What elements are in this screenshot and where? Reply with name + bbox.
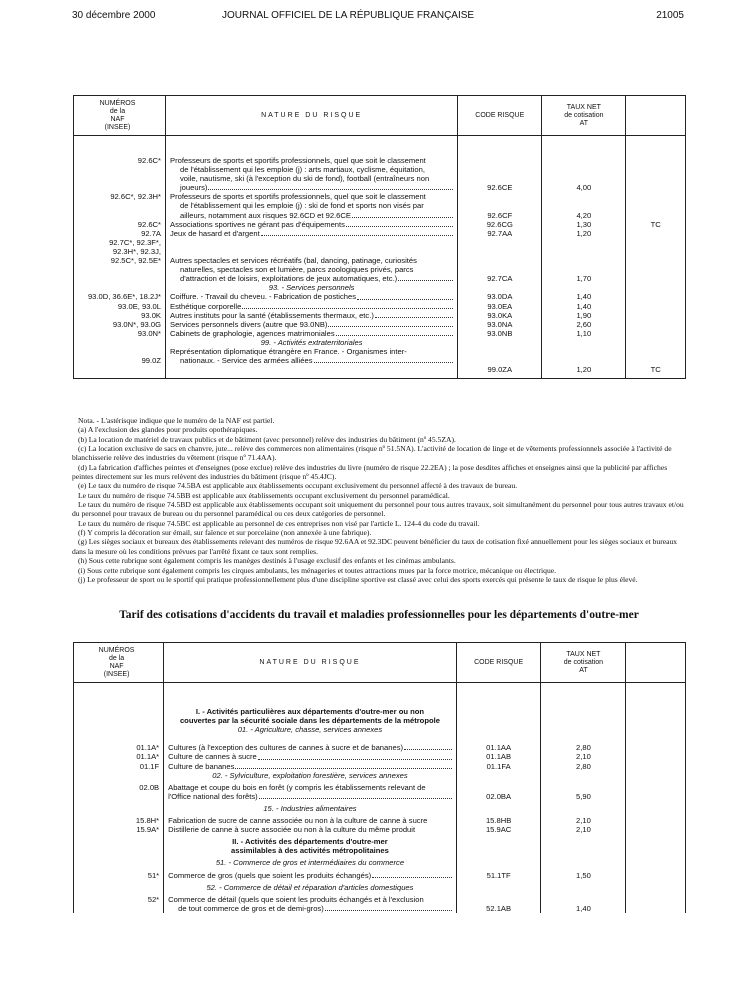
nature-header: NATURE DU RISQUE (166, 96, 458, 136)
footnote: (h) Sous cette rubrique sont également compris les manèges destinés à l'usage exclusif des enfants et les cinémas ambulants. (78, 556, 456, 566)
footnote: (c) La location exclusive de sacs en chanvre, jute... relève des commerces non alimentaires (risque nº 51.5NA). L'activité de location de linge et de vêtements professionnels associée à l'activité de blanchisserie relève des industries du vêtement (risque nº 71.4AA). (72, 444, 672, 463)
code-column: 92.6CE 92.6CF 92.6CG 92.7AA 92.7CA 93.0DA 93.0EA 93.0KA 93.0NA 93.0NB 99.0ZA (458, 136, 542, 375)
table-header (74, 96, 686, 136)
flag-column (626, 136, 686, 375)
risk-table-2 (73, 642, 686, 913)
nature-header: NATURE DU RISQUE (164, 643, 457, 683)
section-93: 93. - Services personnels (268, 283, 355, 293)
naf-column: 92.6C* 92.6C*, 92.3H* 92.6C* 92.7A 92.7C*, 92.3F*, 92.3H*, 92.3J, 92.5C*, 92.5E* 93.0D, 36.6E*, 18.2J* 93.0E, 93.0L 93.0K 93.0N*, 93.0G 93.0N* 99.0Z (74, 136, 166, 375)
table-body (74, 683, 686, 913)
page-header (72, 10, 684, 24)
footnote: (j) Le professeur de sport ou le sportif qui pratique professionnellement plus d'une discipline sportive est classé avec celui des sports exercés qui présente le taux de risque le plus élevé. (78, 574, 638, 584)
section-99: 99. - Activités extraterritoriales (260, 337, 363, 347)
footnote: (i) Sous cette rubrique sont également compris les cirques ambulants, les ménageries et toutes attractions mues par la force motrice, mécanique ou électrique. (78, 565, 557, 575)
section-i: I. - Activités particulières aux départements d'outre-mer ou non (195, 707, 425, 716)
table-header (74, 643, 686, 683)
journal-title: JOURNAL OFFICIEL DE LA RÉPUBLIQUE FRANÇAISE (222, 10, 475, 21)
code-header: CODE RISQUE (456, 643, 541, 683)
naf-column: 01.1A* 01.1A* 01.1F 02.0B 15.8H* 15.9A* 51* 52* (74, 683, 164, 913)
section-15: 15. - Industries alimentaires (263, 803, 357, 813)
taux-header: TAUX NET de cotisation AT (542, 96, 626, 136)
naf-header: NUMÉROS de la NAF (INSEE) (74, 643, 164, 683)
footnote: (e) Le taux du numéro de risque 74.5BA est applicable aux établissements occupant exclusivement du personnel affecté à des travaux de bureau. (78, 481, 518, 491)
footnote: Nota. - L'astérisque indique que le numéro de la NAF est partiel. (78, 416, 275, 425)
footnote: (f) Y compris la décoration sur émail, sur faïence et sur porcelaine (non annexée à une fabrique). (78, 528, 372, 538)
table-body (74, 136, 686, 375)
tc-flag: TC (650, 219, 661, 229)
taux-column: 2,80 2,10 2,80 5,90 2,10 2,10 1,50 1,40 (541, 683, 626, 913)
taux-header: TAUX NET de cotisation AT (541, 643, 626, 683)
section-01: 01. - Agriculture, chasse, services annexes (237, 725, 383, 735)
code-header: CODE RISQUE (458, 96, 542, 136)
tc-flag: TC (650, 365, 661, 375)
page-number: 21005 (656, 10, 684, 21)
footnote: Le taux du numéro de risque 74.5BC est applicable au personnel de ces entreprises non visé par l'article L. 124-4 du code du travail. (78, 518, 480, 528)
nature-column: I. - Activités particulières aux départements d'outre-mer ou non couvertes par la sécurité sociale dans les départements de la métropole 01. - Agriculture, chasse, services annexes Cultures (à l'exception des cultures de cannes à sucre et de bananes) Culture de cannes à sucre Culture de bananes 02. - Sylviculture, exploitation forestière, services annexes Abattage et coupe du bois en forêt (y compris les établissements relevant de l'Office national des forêts) 15. - Industries alimentaires Fabrication de sucre de canne associée ou non à la culture de canne à sucre Distillerie de canne à sucre associée ou non à la culture du même produit II. - Activités des départements d'outre-mer assimilables à des activités métropolitaines 51. - Commerce de gros et intermédiaires du commerce Commerce de gros (quels que soient les produits échangés) 52. - Commerce de détail et réparation d'articles domestiques Commerce de détail (quels que soient les produits échangés et à l'exclusion de tout commerce de gros et de demi-gros) (164, 683, 457, 913)
footnotes (72, 416, 686, 584)
flag-header (626, 643, 686, 683)
footnote: (d) La fabrication d'affiches peintes et d'enseignes (pose exclue) relève des industries du livre (numéro de risque 22.2EA) ; la pose desdites affiches et enseignes ainsi que la publicité par affiches peintes directement sur les murs relèvent des industries du bâtiment (risque nº 45.4JC). (72, 462, 668, 482)
flag-column (626, 683, 686, 913)
naf-header: NUMÉROS de la NAF (INSEE) (74, 96, 166, 136)
section-02: 02. - Sylviculture, exploitation forestière, services annexes (212, 770, 408, 780)
footnote: (b) La location de matériel de travaux publics et de bâtiment (avec personnel) relève des industries du bâtiment (nº 45.5ZA). (78, 434, 456, 444)
page-date: 30 décembre 2000 (72, 10, 156, 21)
taux-column: 4,00 4,20 1,30 1,20 1,70 1,40 1,40 1,90 2,60 1,10 1,20 (542, 136, 626, 375)
footnote: (g) Les sièges sociaux et bureaux des établissements relevant des numéros de risque 92.6AA et 92.3DC peuvent bénéficier du taux de cotisation fixé annuellement pour les sièges sociaux et bureaux dans la mesure où les conditions prévues par l'arrêté fixant ce taux sont remplies. (72, 537, 678, 556)
footnote: Le taux du numéro de risque 74.5BB est applicable aux établissements occupant exclusivement du personnel paramédical. (78, 490, 450, 500)
flag-header (626, 96, 686, 136)
section-title: Tarif des cotisations d'accidents du travail et maladies professionnelles pour les départements d'outre-mer (119, 609, 639, 621)
risk-table-1 (73, 95, 686, 379)
section-51: 51. - Commerce de gros et intermédiaires du commerce (215, 858, 405, 868)
footnote: Le taux du numéro de risque 74.5BD est applicable aux établissements occupant soit uniquement du personnel pour tous autres travaux, soit simultanément du personnel pour tous autres travaux et/ou du personnel pour travaux de bureau ou du personnel paramédical ou ces deux catégories de personnel. (72, 500, 684, 519)
nature-column: Professeurs de sports et sportifs professionnels, quel que soit le classement de l'établissement qui les emploie (j) : arts martiaux, cyclisme, équitation, voile, nautisme, ski (à l'exception du ski de fond), football (entraîneurs non joueurs) Professeurs de sports et sportifs professionnels, quel que soit le classement de l'établissement qui les emploie (j) : ski de fond et sports non visés par ailleurs, notamment aux risques 92.6CD et 92.6CE Associations sportives ne gérant pas d'équipements Jeux de hasard et d'argent Autres spectacles et services récréatifs (bal, dancing, patinage, curiosités naturelles, spectacles son et lumière, parcs zoologiques privés, parcs d'attraction et de loisirs, exploitations de jeux automatiques, etc.) 93. - Services personnels Coiffure. - Travail du cheveu. - Fabrication de postiches Esthétique corporelle Autres instituts pour la santé (établissements thermaux, etc.) Services personnels divers (autre que 93.0NB) Cabinets de graphologie, agences matrimoniales 99. - Activités extraterritoriales Représentation diplomatique étrangère en France. - Organismes inter- nationaux. - Service des armées alliées (166, 136, 458, 375)
section-ii: II. - Activités des départements d'outre-mer (232, 837, 388, 847)
section-52: 52. - Commerce de détail et réparation d'articles domestiques (206, 882, 414, 892)
footnote: (a) A l'exclusion des glandes pour produits opothérapiques. (78, 425, 258, 435)
code-column: 01.1AA 01.1AB 01.1FA 02.0BA 15.8HB 15.9AC 51.1TF 52.1AB (456, 683, 541, 913)
